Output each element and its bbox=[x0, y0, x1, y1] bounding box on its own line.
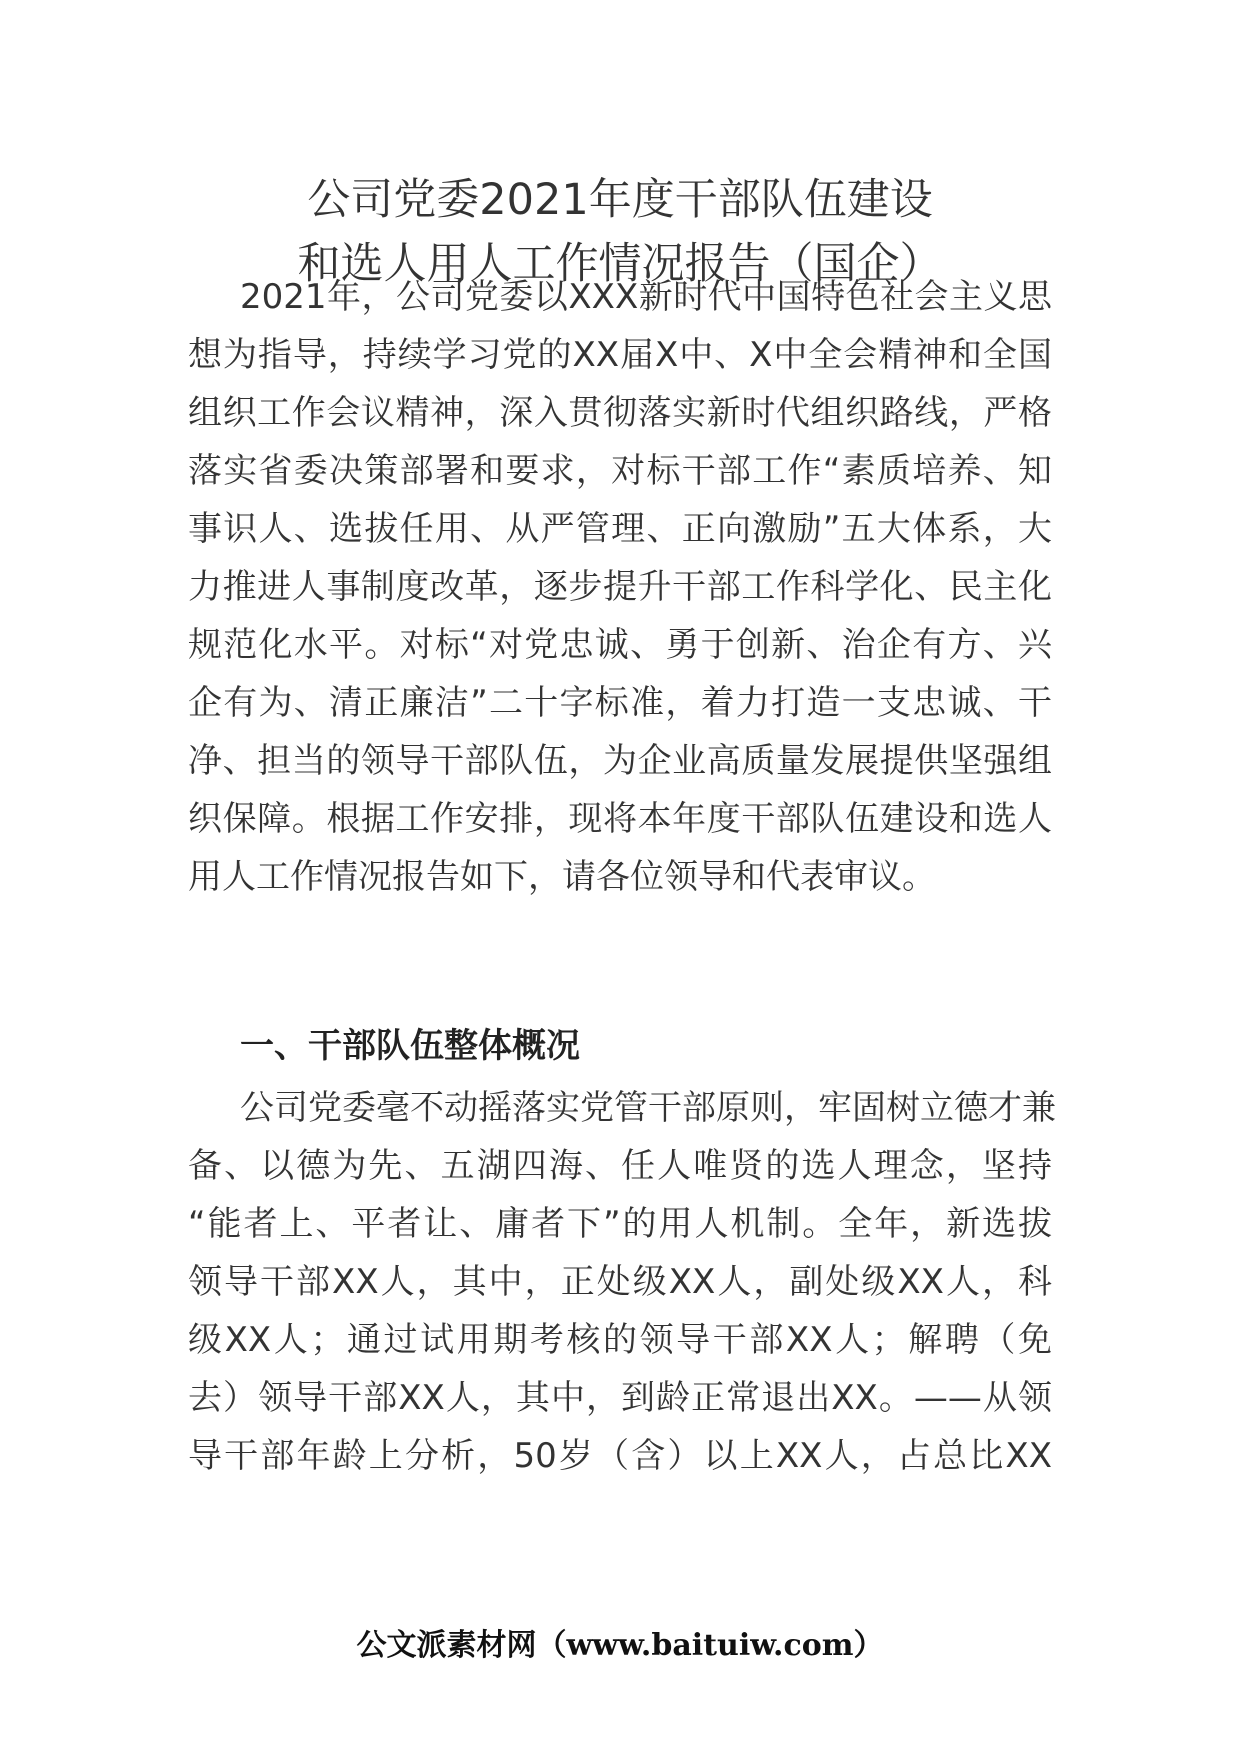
section-heading: 一、干部队伍整体概况 bbox=[240, 1026, 580, 1066]
intro-line: 落实省委决策部署和要求，对标干部工作“素质培养、知 bbox=[188, 451, 1052, 491]
intro-line: 力推进人事制度改革，逐步提升干部工作科学化、民主化 bbox=[188, 567, 1052, 607]
intro-line: 想为指导，持续学习党的XX届X中、X中全会精神和全国 bbox=[188, 335, 1052, 375]
document-title-line-2: 和选人用人工作情况报告（国企） bbox=[297, 239, 943, 289]
section-line: 备、以德为先、五湖四海、任人唯贤的选人理念，坚持 bbox=[188, 1146, 1052, 1186]
intro-line: 用人工作情况报告如下，请各位领导和代表审议。 bbox=[188, 857, 936, 897]
section-line: “能者上、平者让、庸者下”的用人机制。全年，新选拔 bbox=[188, 1204, 1052, 1244]
intro-line: 规范化水平。对标“对党忠诚、勇于创新、治企有方、兴 bbox=[188, 625, 1052, 665]
intro-line: 企有为、清正廉洁”二十字标准，着力打造一支忠诚、干 bbox=[188, 683, 1052, 723]
section-line: 去）领导干部XX人，其中，到龄正常退出XX。——从领 bbox=[188, 1378, 1052, 1418]
section-line: 领导干部XX人，其中，正处级XX人，副处级XX人，科 bbox=[188, 1262, 1052, 1302]
intro-line: 事识人、选拔任用、从严管理、正向激励”五大体系，大 bbox=[188, 509, 1052, 549]
intro-line: 净、担当的领导干部队伍，为企业高质量发展提供坚强组 bbox=[188, 741, 1052, 781]
section-line: 公司党委毫不动摇落实党管干部原则，牢固树立德才兼 bbox=[240, 1088, 1056, 1128]
section-line: 导干部年龄上分析，50岁（含）以上XX人，占总比XX bbox=[188, 1436, 1052, 1476]
intro-line: 2021年，公司党委以XXX新时代中国特色社会主义思 bbox=[240, 277, 1052, 317]
intro-line: 织保障。根据工作安排，现将本年度干部队伍建设和选人 bbox=[188, 799, 1052, 839]
footer-source-text: 公文派素材网（www.baituiw.com） bbox=[356, 1628, 884, 1663]
section-line: 级XX人；通过试用期考核的领导干部XX人；解聘（免 bbox=[188, 1320, 1052, 1360]
intro-line: 组织工作会议精神，深入贯彻落实新时代组织路线，严格 bbox=[188, 393, 1052, 433]
document-title-line-1: 公司党委2021年度干部队伍建设 bbox=[307, 175, 933, 225]
